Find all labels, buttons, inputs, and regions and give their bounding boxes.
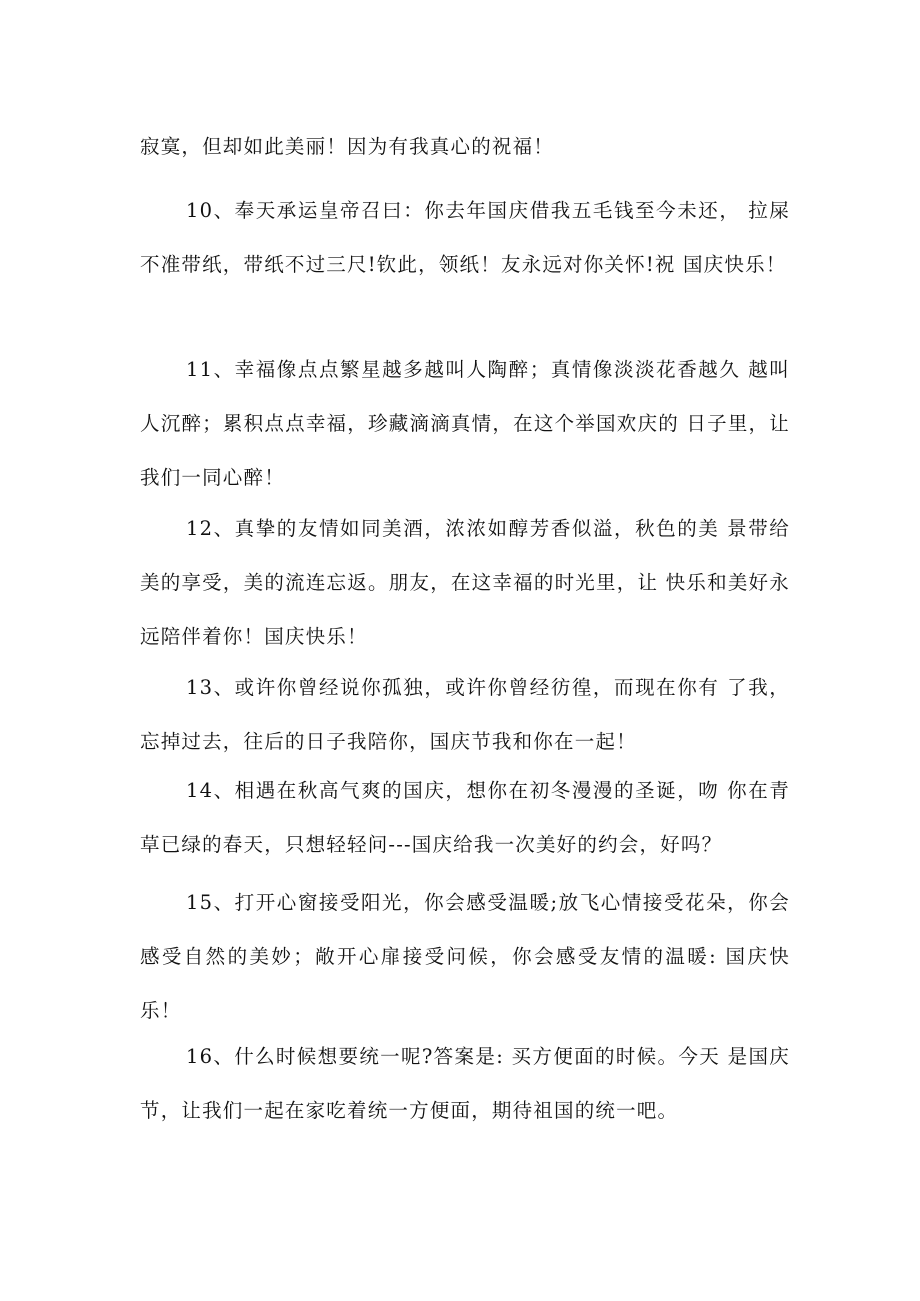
paragraph-item-12: 12、真挚的友情如同美酒，浓浓如醇芳香似溢，秋色的美 景带给美的享受，美的流连忘返。朋友，在这幸福的时光里，让 快乐和美好永远陪伴着你！国庆快乐！ xyxy=(140,517,790,648)
paragraph-item-16: 16、什么时候想要统一呢?答案是: 买方便面的时候。今天 是国庆节，让我们一起在家吃着统一方便面，期待祖国的统一吧。 xyxy=(140,1045,790,1122)
paragraph-item-11: 11、幸福像点点繁星越多越叫人陶醉；真情像淡淡花香越久 越叫人沉醉；累积点点幸福，珍藏滴滴真情，在这个举国欢庆的 日子里，让我们一同心醉！ xyxy=(140,358,790,489)
paragraph-item-10: 10、奉天承运皇帝召曰：你去年国庆借我五毛钱至今未还， 拉屎不准带纸，带纸不过三尺!钦此，领纸！友永远对你关怀!祝 国庆快乐！ xyxy=(140,199,790,276)
paragraph-item-14: 14、相遇在秋高气爽的国庆，想你在初冬漫漫的圣诞，吻 你在青草已绿的春天，只想轻轻问---国庆给我一次美好的约会，好吗？ xyxy=(140,779,790,856)
paragraph-item-15: 15、打开心窗接受阳光，你会感受温暖;放飞心情接受花朵，你会感受自然的美妙；敞开心扉接受问候，你会感受友情的温暖: 国庆快乐！ xyxy=(140,891,790,1022)
paragraph-item-13: 13、或许你曾经说你孤独，或许你曾经彷徨，而现在你有 了我，忘掉过去，往后的日子我陪你，国庆节我和你在一起！ xyxy=(140,676,790,753)
paragraph-continuation: 寂寞，但却如此美丽！因为有我真心的祝福！ xyxy=(140,135,555,158)
